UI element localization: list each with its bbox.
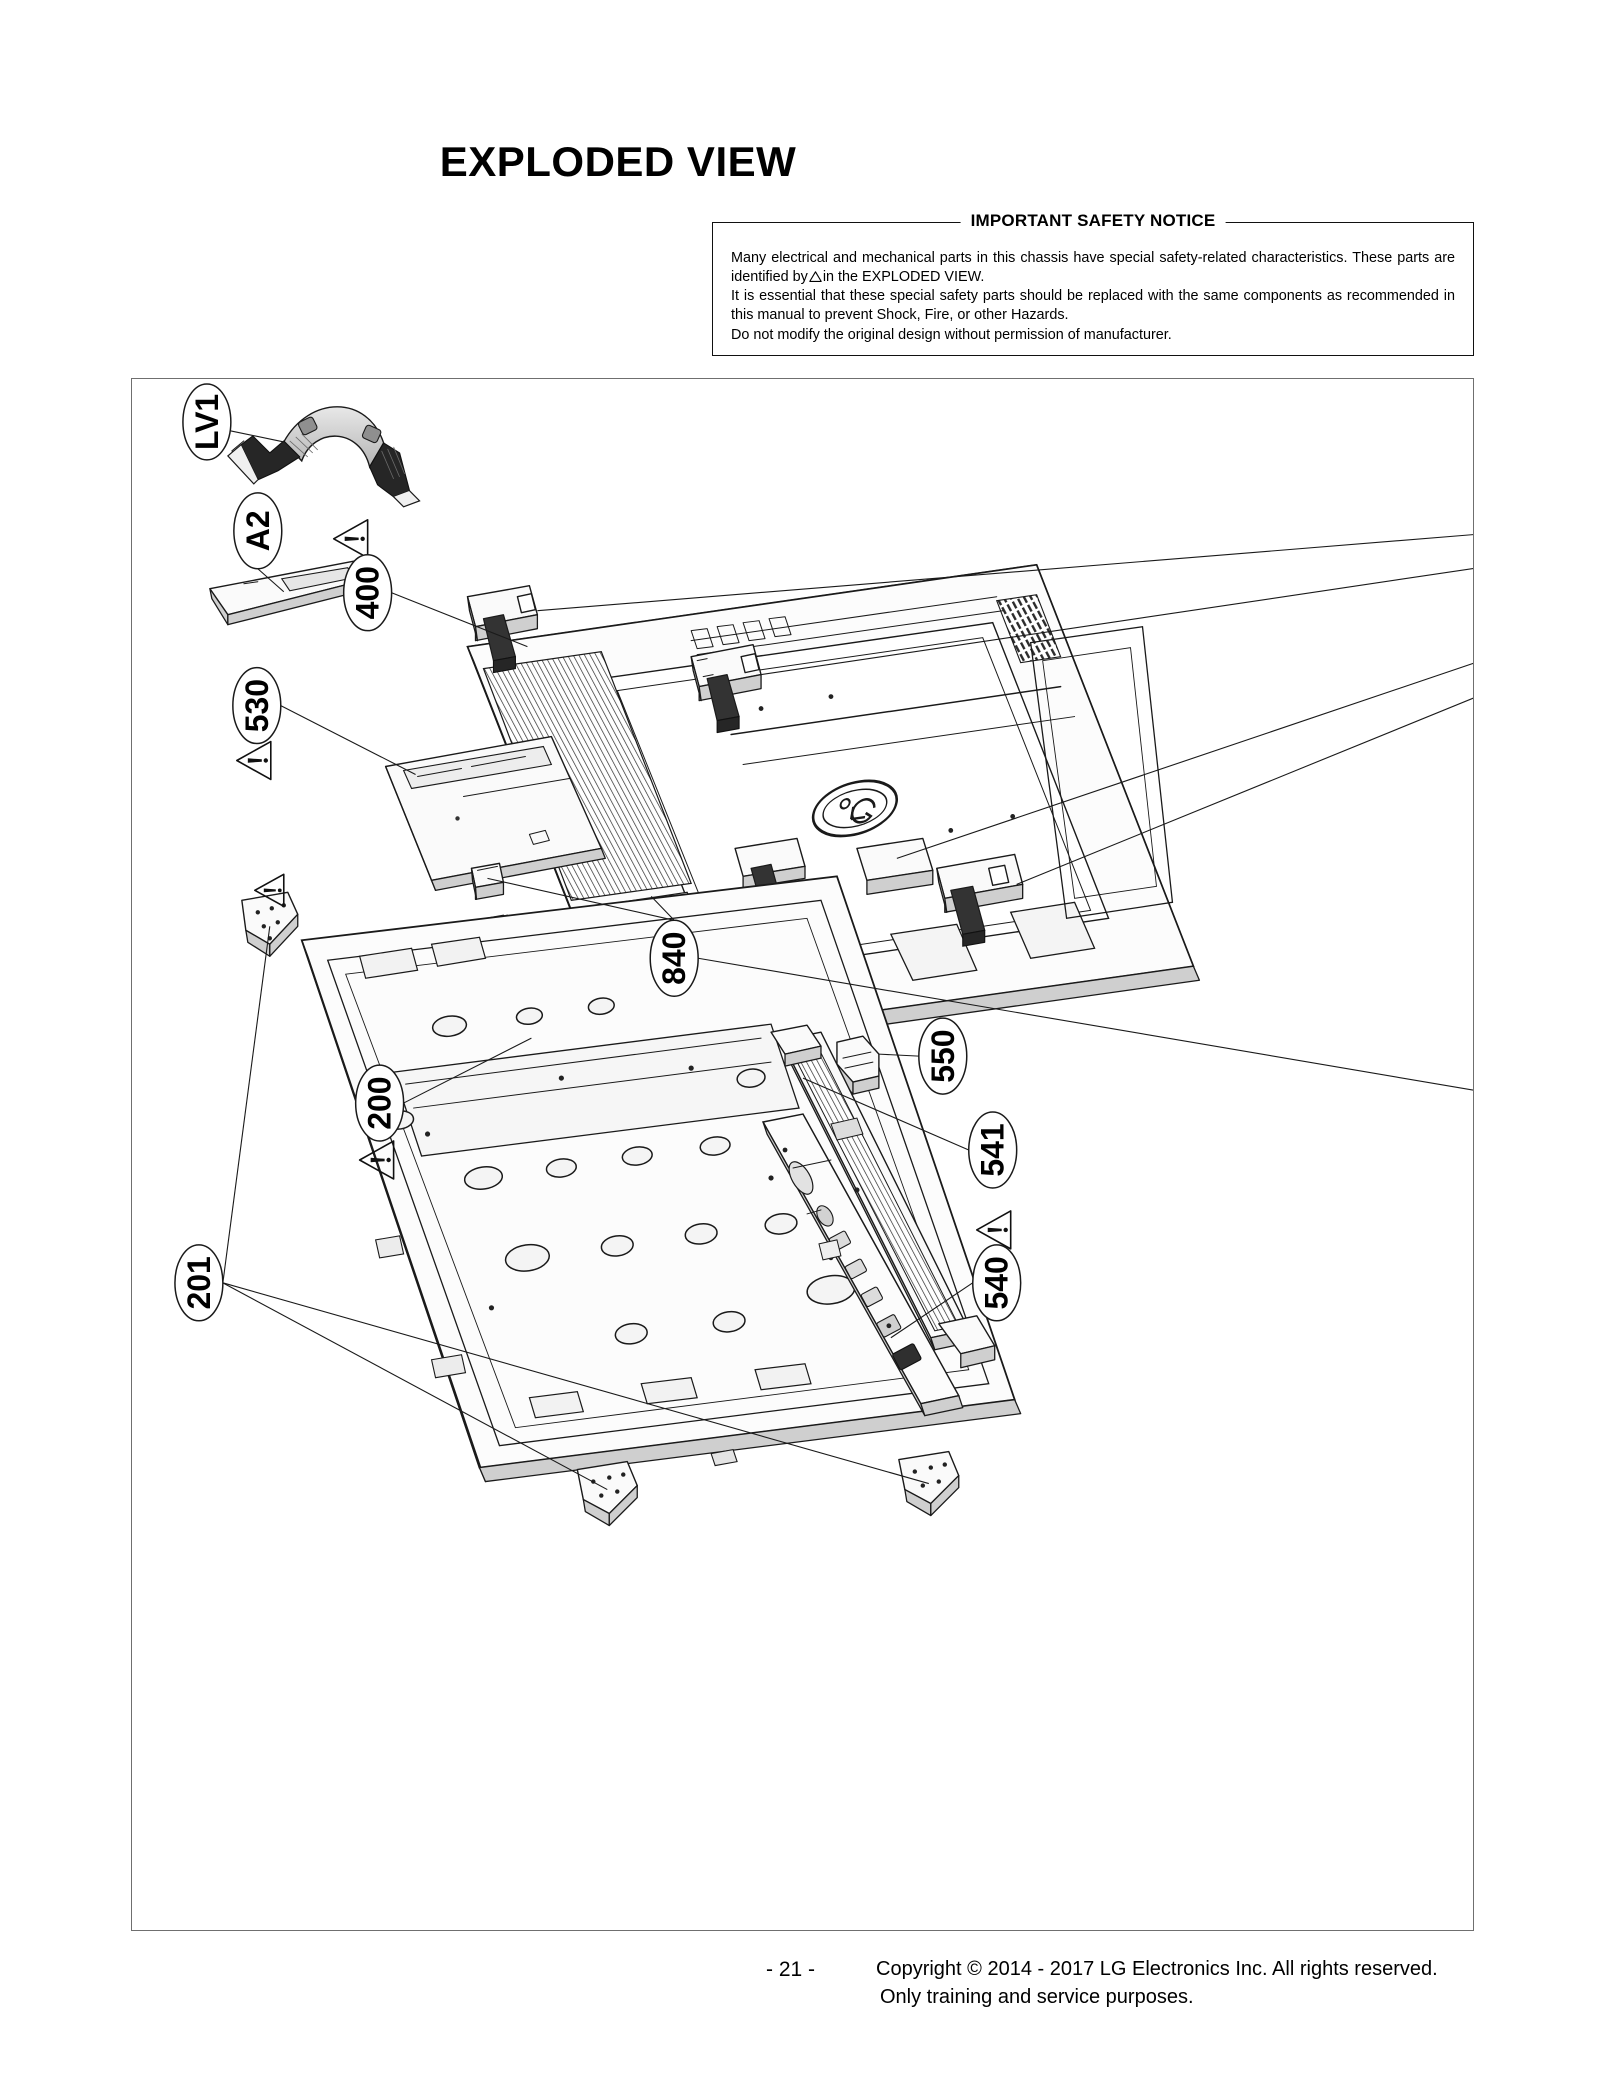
callout-label: 201 bbox=[180, 1256, 217, 1310]
callout-201 bbox=[175, 1245, 223, 1321]
callout-label: 200 bbox=[361, 1076, 398, 1130]
callout-550 bbox=[919, 1018, 967, 1094]
safety-notice-paragraph-2: It is essential that these special safety parts should be replaced with the same components as recommended in this manual to prevent Shock, Fire, or other Hazards. bbox=[731, 288, 1455, 324]
safety-notice-p1-text-b: in the EXPLODED VIEW. bbox=[822, 269, 985, 286]
callout-label: 550 bbox=[924, 1029, 961, 1083]
callout-200 bbox=[356, 1065, 404, 1141]
callout-label: 541 bbox=[974, 1123, 1011, 1177]
safety-notice-body bbox=[713, 223, 1473, 351]
copyright-line-2: Only training and service purposes. bbox=[880, 1986, 1194, 2009]
callout-label: 540 bbox=[978, 1256, 1015, 1310]
safety-notice-box bbox=[712, 211, 1474, 356]
safety-notice-p1-text-a: Many electrical and mechanical parts in this chassis have special safety-related characteristics. These parts are identified by bbox=[731, 250, 1455, 286]
corner-bracket-bottom-centre bbox=[577, 1462, 637, 1526]
callout-label: LV1 bbox=[188, 393, 225, 451]
warning-triangle-icon-540 bbox=[977, 1211, 1011, 1249]
callout-540 bbox=[973, 1245, 1021, 1321]
corner-bracket-top-left bbox=[242, 892, 298, 956]
warning-triangle-icon bbox=[809, 271, 822, 282]
callout-530 bbox=[233, 668, 281, 744]
callout-label: 400 bbox=[349, 566, 386, 620]
safety-notice-paragraph-1 bbox=[731, 249, 1455, 287]
callout-A2 bbox=[234, 493, 282, 569]
callout-label: A2 bbox=[239, 510, 276, 552]
callout-840 bbox=[650, 920, 698, 996]
copyright-line-1: Copyright © 2014 - 2017 LG Electronics Inc. All rights reserved. bbox=[876, 1958, 1438, 1980]
safety-notice-paragraph-3: Do not modify the original design without permission of manufacturer. bbox=[731, 326, 1172, 343]
callout-label: 530 bbox=[238, 678, 275, 733]
callout-400 bbox=[344, 555, 392, 631]
page-number: - 21 - bbox=[766, 1958, 816, 1981]
callout-541 bbox=[969, 1112, 1017, 1188]
warning-triangle-icon-530 bbox=[237, 742, 271, 780]
safety-notice-legend: IMPORTANT SAFETY NOTICE bbox=[961, 211, 1226, 231]
exploded-view-diagram-frame bbox=[131, 378, 1474, 1931]
warning-triangle-icon-400 bbox=[334, 520, 368, 558]
exploded-view-diagram bbox=[132, 379, 1473, 1930]
callout-label: 840 bbox=[656, 931, 693, 985]
callout-LV1 bbox=[183, 384, 231, 460]
part-lv1-cable-harness bbox=[228, 407, 420, 507]
copyright-block bbox=[876, 1955, 1438, 2012]
page-title: EXPLODED VIEW bbox=[439, 138, 797, 185]
